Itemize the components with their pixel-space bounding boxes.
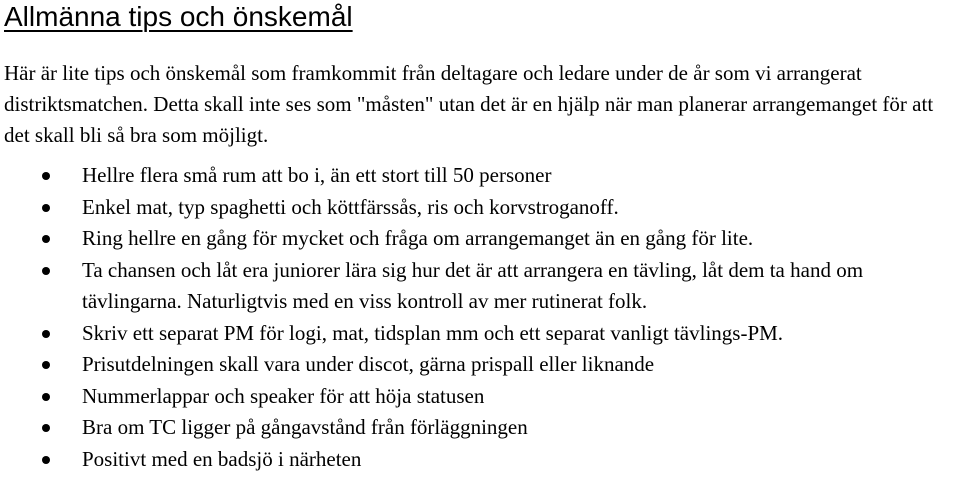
bullet-icon (42, 361, 50, 369)
list-item (4, 192, 959, 224)
bullet-icon (42, 204, 50, 212)
list-item-text: Ta chansen och låt era juniorer lära sig hur det är att arrangera en tävling, låt dem ta hand om tävlingarna. Naturligtvis med en viss kontroll av mer rutinerat folk. (82, 257, 864, 313)
list-item (4, 349, 959, 381)
intro-paragraph: Här är lite tips och önskemål som framkommit från deltagare och ledare under de år som vi arrangerat distriktsmatchen. Detta skall inte ses som "måsten" utan det är en hjälp när man planerar arrangemanget för att det skall bli så bra som möjligt. (4, 61, 934, 147)
bullet-icon (42, 456, 50, 464)
list-item (4, 381, 959, 413)
list-item-text: Bra om TC ligger på gångavstånd från förläggningen (82, 415, 528, 439)
list-item-text: Positivt med en badsjö i närheten (82, 446, 362, 471)
bullet-icon (42, 267, 50, 275)
list-item-text: Prisutdelningen skall vara under discot, gärna prispall eller liknande (82, 352, 655, 376)
tips-list (4, 160, 959, 475)
list-item (4, 318, 959, 350)
list-item-text: Skriv ett separat PM för logi, mat, tidsplan mm och ett separat vanligt tävlings-PM. (82, 320, 784, 345)
list-item-text: Nummerlappar och speaker för att höja statusen (82, 383, 485, 408)
list-item-text: Enkel mat, typ spaghetti och köttfärssås, ris och korvstroganoff. (82, 194, 619, 219)
bullet-icon (42, 424, 50, 432)
list-item-text: Hellre flera små rum att bo i, än ett stort till 50 personer (82, 163, 552, 187)
list-item (4, 412, 959, 444)
bullet-icon (42, 172, 50, 180)
bullet-icon (42, 330, 50, 338)
page-title: Allmänna tips och önskemål (4, 1, 353, 32)
list-item (4, 255, 959, 318)
list-item (4, 160, 959, 192)
bullet-icon (42, 393, 50, 401)
list-item-text: Ring hellre en gång för mycket och fråga om arrangemanget än en gång för lite. (82, 226, 754, 250)
list-item (4, 444, 959, 476)
bullet-icon (42, 235, 50, 243)
list-item (4, 223, 959, 255)
